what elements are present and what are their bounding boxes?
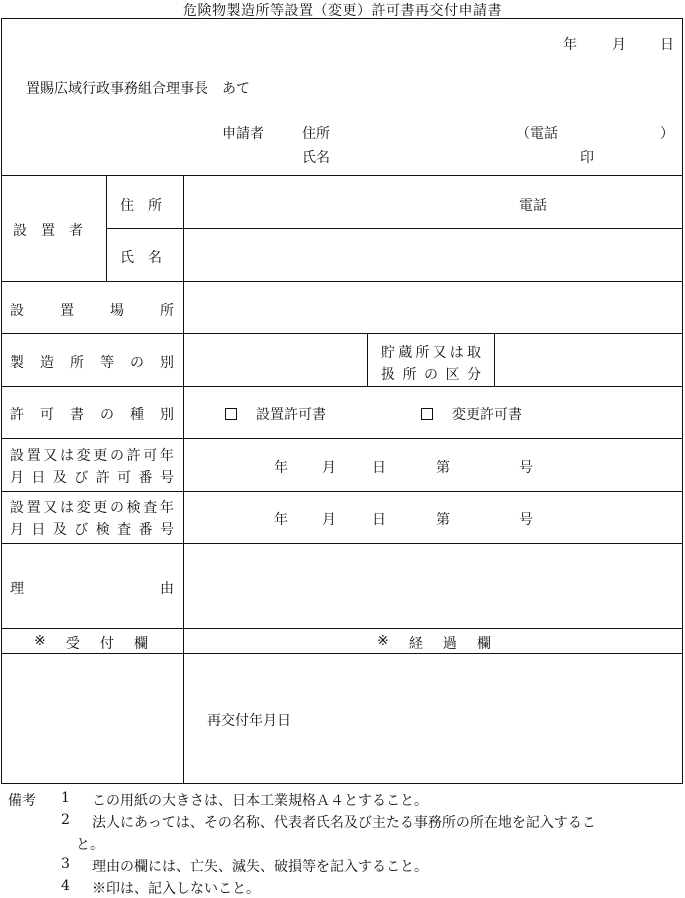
permit-type-label: [10, 404, 174, 424]
label-char: 番: [138, 522, 153, 538]
label-char: は: [59, 448, 74, 464]
label-char: 所: [70, 355, 84, 371]
label-char: 可: [117, 470, 132, 486]
label-char: 検: [126, 500, 141, 516]
label-char: 又: [43, 448, 58, 464]
divider: [106, 228, 683, 229]
setup-permit-checkbox[interactable]: [225, 408, 237, 420]
label-char: 過: [442, 636, 457, 652]
inspection-no-prefix: 第: [436, 512, 450, 528]
installer-phone-label: 電話: [519, 198, 547, 214]
inspection-date-label-line1: [10, 497, 174, 517]
label-char: 書: [70, 407, 84, 423]
reissue-date-label: 再交付年月日: [207, 713, 291, 729]
label-char: 種: [130, 407, 144, 423]
label-char: 設: [10, 500, 24, 516]
label-char: 及: [52, 522, 67, 538]
storage-label-line1: [381, 342, 481, 362]
progress-label: [377, 633, 491, 653]
form-title: 危険物製造所等設置（変更）許可書再交付申請書: [183, 3, 502, 19]
permit-year: 年: [274, 460, 288, 476]
storage-label-line2: [381, 364, 481, 384]
note-4-number: 4: [61, 878, 70, 894]
label-char: の: [130, 355, 144, 371]
date-month: 月: [612, 37, 626, 53]
divider: [1, 628, 683, 629]
label-char: 設: [10, 448, 24, 464]
label-char: 変: [76, 500, 91, 516]
label-char: 所: [160, 303, 174, 319]
label-char: 置: [26, 448, 41, 464]
label-char: 扱: [381, 367, 395, 383]
divider: [1, 543, 683, 544]
label-char: 号: [159, 470, 174, 486]
label-char: 日: [31, 522, 46, 538]
permit-no-prefix: 第: [436, 460, 450, 476]
label-char: 経: [408, 636, 423, 652]
label-char: 由: [160, 581, 174, 597]
reception-label: [34, 633, 148, 653]
notes-heading: 備考: [8, 793, 36, 809]
seal-mark: 印: [580, 150, 594, 166]
label-char: 受: [65, 636, 80, 652]
label-char: 査: [143, 500, 158, 516]
permit-date-label-line2: [10, 467, 174, 487]
label-char: の: [109, 448, 124, 464]
label-char: 又: [43, 500, 58, 516]
label-char: 許: [95, 470, 110, 486]
applicant-address-label: 住所: [302, 126, 330, 142]
date-year: 年: [563, 37, 577, 53]
label-char: 及: [52, 470, 67, 486]
label-char: 分: [467, 367, 481, 383]
label-char: 別: [160, 407, 174, 423]
inspection-day: 日: [372, 512, 386, 528]
inspection-no-suffix: 号: [519, 512, 533, 528]
divider: [183, 175, 184, 784]
divider: [1, 438, 683, 439]
label-char: 年: [159, 448, 174, 464]
form-frame: [1, 18, 683, 784]
permit-day: 日: [372, 460, 386, 476]
inspection-month: 月: [322, 512, 336, 528]
divider: [494, 333, 495, 386]
divider: [1, 175, 683, 176]
label-char: 日: [31, 470, 46, 486]
label-char: 設: [10, 303, 24, 319]
label-char: 更: [93, 448, 108, 464]
reason-label: [10, 578, 174, 598]
label-char: 又: [432, 345, 447, 361]
label-char: の: [424, 367, 438, 383]
label-char: 製: [10, 355, 24, 371]
installer-address-label: 住 所: [120, 198, 162, 214]
divider: [1, 653, 683, 654]
note-2-text: 法人にあっては、その名称、代表者氏名及び主たる事務所の所在地を記入するこ: [92, 815, 596, 831]
label-char: 番: [138, 470, 153, 486]
permit-no-suffix: 号: [519, 460, 533, 476]
label-char: の: [109, 500, 124, 516]
label-char: 可: [143, 448, 158, 464]
change-permit-option: 変更許可書: [452, 407, 522, 423]
location-label: [10, 300, 174, 320]
label-char: 可: [40, 407, 54, 423]
note-2-continuation: と。: [76, 837, 104, 853]
applicant-label: 申請者: [222, 126, 264, 142]
label-char: 貯: [381, 345, 395, 361]
label-char: 所: [415, 345, 430, 361]
permit-date-label-line1: [10, 445, 174, 465]
label-char: 年: [159, 500, 174, 516]
label-char: 別: [160, 355, 174, 371]
note-4-text: ※印は、記入しないこと。: [92, 881, 260, 897]
label-char: 理: [10, 581, 24, 597]
label-char: び: [74, 522, 89, 538]
addressee: 置賜広域行政事務組合理事長 あて: [26, 81, 250, 97]
label-char: 許: [10, 407, 24, 423]
divider: [1, 333, 683, 334]
label-char: 欄: [133, 636, 148, 652]
applicant-name-label: 氏名: [302, 150, 330, 166]
label-char: 所: [402, 367, 417, 383]
label-char: 月: [10, 522, 24, 538]
label-char: 置: [60, 303, 74, 319]
note-1-number: 1: [61, 790, 70, 806]
installer-label: 設 置 者: [13, 223, 83, 239]
label-char: は: [449, 345, 464, 361]
label-char: は: [59, 500, 74, 516]
applicant-phone-close: ）: [660, 126, 674, 142]
inspection-date-label-line2: [10, 519, 174, 539]
label-char: 等: [100, 355, 114, 371]
permit-month: 月: [322, 460, 336, 476]
label-char: 区: [445, 367, 460, 383]
applicant-phone-label: （電話: [516, 126, 558, 142]
divider: [1, 386, 683, 387]
label-char: 査: [117, 522, 132, 538]
installer-name-label: 氏 名: [120, 250, 162, 266]
label-char: 変: [76, 448, 91, 464]
label-char: 付: [99, 636, 114, 652]
date-day: 日: [660, 37, 674, 53]
label-char: 更: [93, 500, 108, 516]
label-char: 置: [26, 500, 41, 516]
divider: [1, 281, 683, 282]
divider: [106, 175, 107, 281]
label-char: 号: [159, 522, 174, 538]
divider: [1, 491, 683, 492]
label-char: ※: [377, 633, 389, 649]
label-char: 月: [10, 470, 24, 486]
note-3-text: 理由の欄には、亡失、滅失、破損等を記入すること。: [92, 859, 428, 875]
label-char: び: [74, 470, 89, 486]
label-char: 造: [40, 355, 54, 371]
label-char: ※: [34, 633, 46, 649]
divider: [367, 333, 368, 386]
label-char: の: [100, 407, 114, 423]
note-3-number: 3: [61, 856, 70, 872]
label-char: 場: [110, 303, 124, 319]
label-char: 許: [126, 448, 141, 464]
setup-permit-option: 設置許可書: [256, 407, 326, 423]
label-char: 蔵: [398, 345, 413, 361]
label-char: 欄: [476, 636, 491, 652]
facility-type-label: [10, 352, 174, 372]
change-permit-checkbox[interactable]: [421, 408, 433, 420]
note-1-text: この用紙の大きさは、日本工業規格Ａ４とすること。: [92, 793, 428, 809]
label-char: 検: [95, 522, 110, 538]
note-2-number: 2: [61, 812, 70, 828]
inspection-year: 年: [274, 512, 288, 528]
label-char: 取: [466, 345, 481, 361]
